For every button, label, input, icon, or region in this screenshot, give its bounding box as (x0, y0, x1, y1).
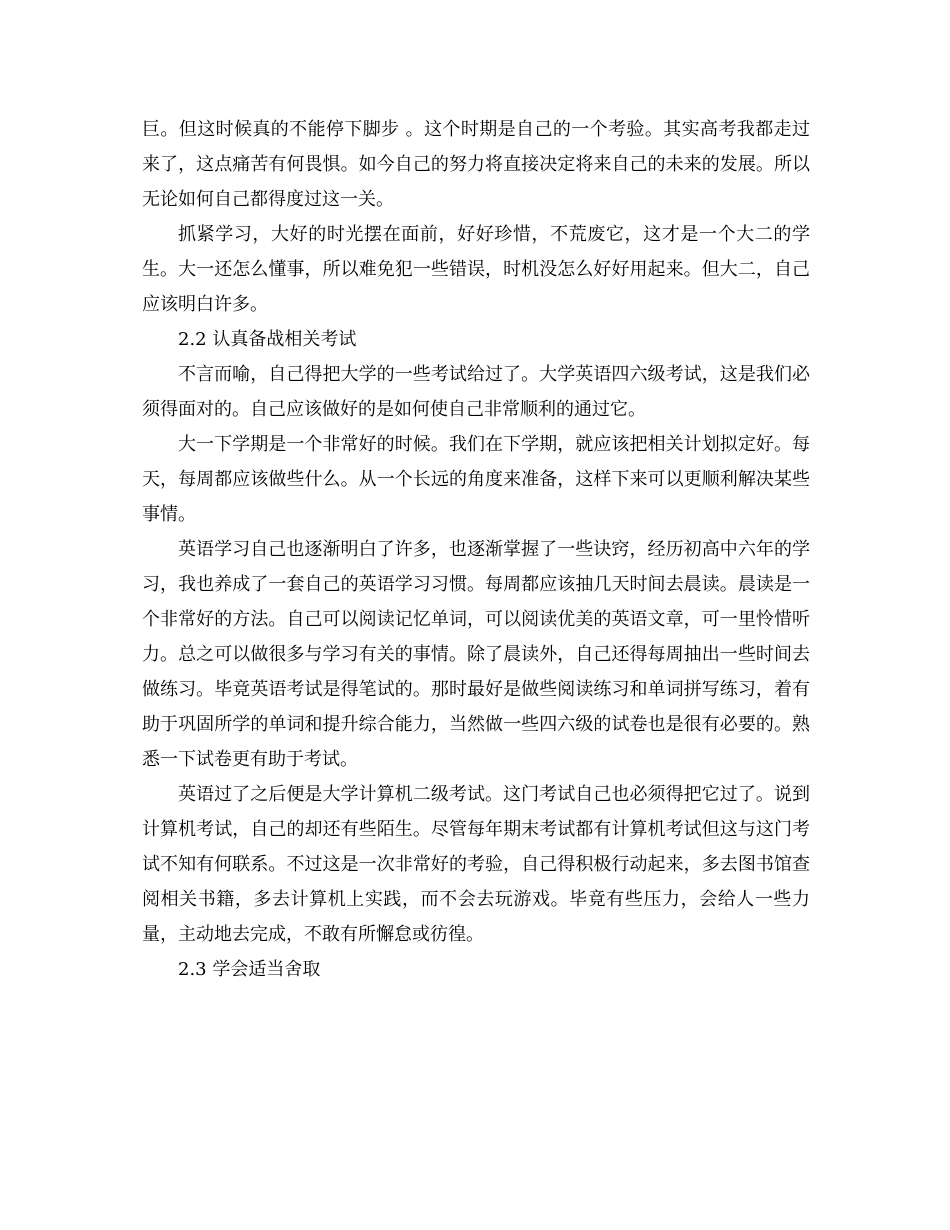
document-body (142, 112, 810, 987)
paragraph-study-hard: 抓紧学习，大好的时光摆在面前，好好珍惜，不荒废它，这才是一个大二的学生。大一还怎么懂事，所以难免犯一些错误，时机没怎么好好用起来。但大二，自己应该明白许多。 (142, 224, 810, 315)
section-heading-2-2: 2.2 认真备战相关考试 (178, 329, 357, 350)
section-heading-2-3: 2.3 学会适当舍取 (178, 959, 321, 980)
paragraph-english-learning: 英语学习自己也逐渐明白了许多，也逐渐掌握了一些诀窍，经历初高中六年的学习，我也养成了一套自己的英语学习习惯。每周都应该抽几天时间去晨读。晨读是一个非常好的方法。自己可以阅读记忆单词，可以阅读优美的英语文章，可一里怜惜听力。总之可以做很多与学习有关的事情。除了晨读外，自己还得每周抽出一些时间去做练习。毕竟英语考试是得笔试的。那时最好是做些阅读练习和单词拼写练习，着有助于巩固所学的单词和提升综合能力，当然做一些四六级的试卷也是很有必要的。熟悉一下试卷更有助于考试。 (142, 539, 810, 770)
paragraph-cet-exams: 不言而喻，自己得把大学的一些考试给过了。大学英语四六级考试，这是我们必须得面对的。自己应该做好的是如何使自己非常顺利的通过它。 (142, 364, 810, 420)
paragraph-continuation: 巨。但这时候真的不能停下脚步 。这个时期是自己的一个考验。其实高考我都走过来了，这点痛苦有何畏惧。如今自己的努力将直接决定将来自己的未来的发展。所以无论如何自己都得度过这一关。 (142, 119, 810, 210)
paragraph-second-semester: 大一下学期是一个非常好的时候。我们在下学期，就应该把相关计划拟定好。每天，每周都应该做些什么。从一个长远的角度来准备，这样下来可以更顺利解决某些事情。 (142, 434, 810, 525)
paragraph-computer-exam: 英语过了之后便是大学计算机二级考试。这门考试自己也必须得把它过了。说到计算机考试，自己的却还有些陌生。尽管每年期末考试都有计算机考试但这与这门考试不知有何联系。不过这是一次非常好的考验，自己得积极行动起来，多去图书馆查阅相关书籍，多去计算机上实践，而不会去玩游戏。毕竟有些压力，会给人一些力量，主动地去完成，不敢有所懈怠或彷徨。 (142, 784, 810, 945)
